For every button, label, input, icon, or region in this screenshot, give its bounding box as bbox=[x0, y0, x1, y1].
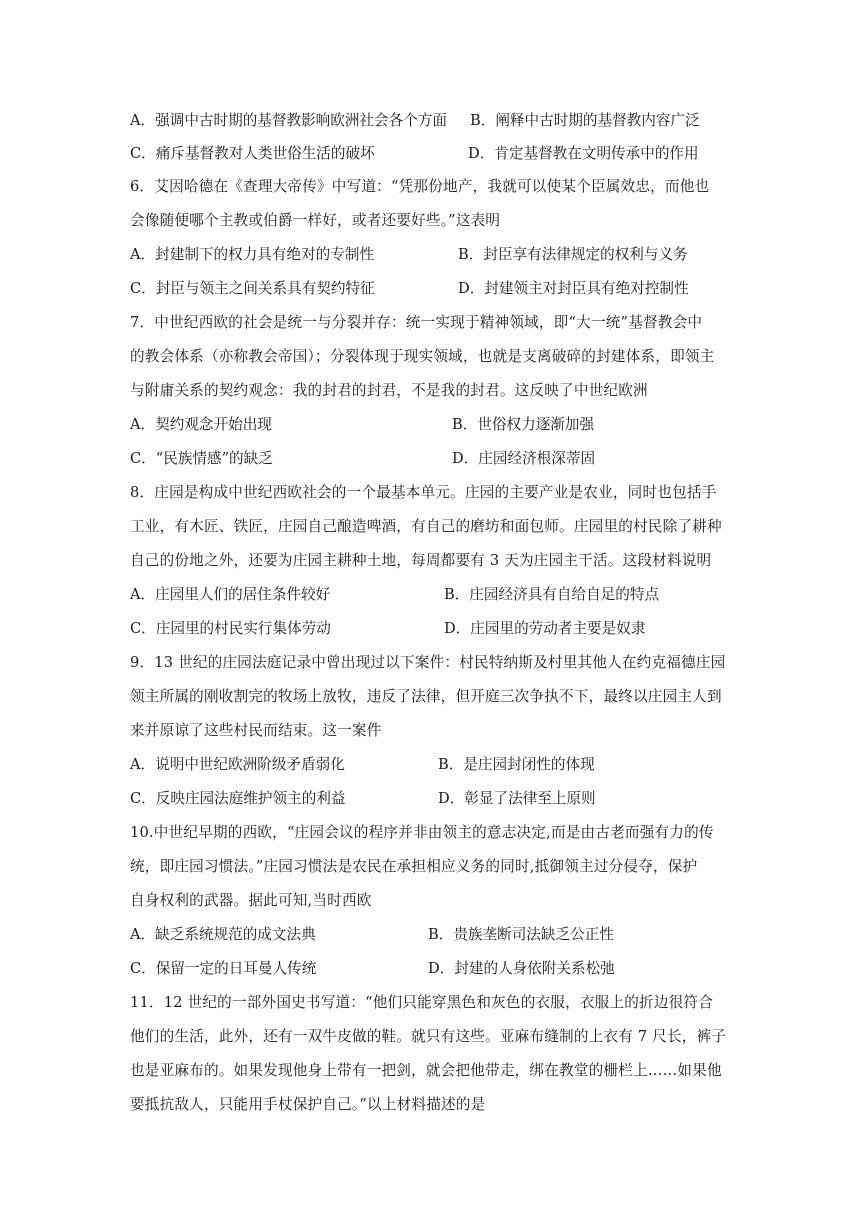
q11-stem-line-2: 他们的生活，此外，还有一双牛皮做的鞋。就只有这些。亚麻布缝制的上衣有 7 尺长，裤子 bbox=[130, 1028, 727, 1045]
q5-option-a: A．强调中古时期的基督教影响欧洲社会各个方面 bbox=[130, 112, 448, 129]
q7-option-d: D．庄园经济根深蒂固 bbox=[452, 450, 596, 467]
q10-option-b: B．贵族垄断司法缺乏公正性 bbox=[428, 926, 614, 943]
q5-option-c: C．痛斥基督教对人类世俗生活的破坏 bbox=[130, 145, 375, 162]
q5-option-d: D．肯定基督教在文明传承中的作用 bbox=[468, 145, 699, 162]
q8-option-a: A．庄园里人们的居住条件较好 bbox=[130, 586, 331, 603]
q6-stem-line-1: 6．艾因哈德在《查理大帝传》中写道：“凭那份地产，我就可以使某个臣属效忠，而他也 bbox=[130, 178, 710, 195]
q5-option-b: B．阐释中古时期的基督教内容广泛 bbox=[470, 112, 700, 129]
q6-option-d: D．封建领主对封臣具有绝对控制性 bbox=[458, 280, 689, 297]
q10-stem-line-3: 自身权利的武器。据此可知,当时西欧 bbox=[130, 892, 372, 909]
q6-option-a: A．封建制下的权力具有绝对的专制性 bbox=[130, 246, 375, 263]
q9-stem-line-2: 领主所属的刚收割完的牧场上放牧，违反了法律，但开庭三次争执不下，最终以庄园主人到 bbox=[130, 688, 722, 705]
q7-stem-line-3: 与附庸关系的契约观念：我的封君的封君，不是我的封君。这反映了中世纪欧洲 bbox=[130, 382, 648, 399]
q8-option-b: B．庄园经济具有自给自足的特点 bbox=[444, 586, 660, 603]
q6-option-c: C．封臣与领主之间关系具有契约特征 bbox=[130, 280, 375, 297]
q9-option-a: A．说明中世纪欧洲阶级矛盾弱化 bbox=[130, 756, 345, 773]
q9-option-b: B．是庄园封闭性的体现 bbox=[438, 756, 595, 773]
q7-option-b: B．世俗权力逐渐加强 bbox=[452, 416, 595, 433]
q7-option-a: A．契约观念开始出现 bbox=[130, 416, 272, 433]
q11-stem-line-1: 11．12 世纪的一部外国史书写道：“他们只能穿黑色和灰色的衣服，衣服上的折边很符合 bbox=[130, 994, 714, 1011]
q11-stem-line-4: 要抵抗敌人，只能用手杖保护自己。”以上材料描述的是 bbox=[130, 1096, 486, 1113]
q9-stem-line-3: 来并原谅了这些村民而结束。这一案件 bbox=[130, 722, 382, 739]
q9-stem-line-1: 9．13 世纪的庄园法庭记录中曾出现过以下案件：村民特纳斯及村里其他人在约克福德庄园 bbox=[130, 654, 726, 671]
q7-stem-line-1: 7．中世纪西欧的社会是统一与分裂并存：统一实现于精神领域，即“大一统”基督教会中 bbox=[130, 314, 703, 331]
q10-stem-line-2: 统，即庄园习惯法。”庄园习惯法是农民在承担相应义务的同时,抵御领主过分侵夺，保护 bbox=[130, 858, 698, 875]
q10-option-c: C．保留一定的日耳曼人传统 bbox=[130, 960, 317, 977]
q10-stem-line-1: 10.中世纪早期的西欧，“庄园会议的程序并非由领主的意志决定,而是由古老而强有力的传 bbox=[130, 824, 714, 841]
q10-option-a: A．缺乏系统规范的成文法典 bbox=[130, 926, 316, 943]
q11-stem-line-3: 也是亚麻布的。如果发现他身上带有一把剑，就会把他带走，绑在教堂的栅栏上……如果他 bbox=[130, 1062, 722, 1079]
q9-option-d: D．彰显了法律至上原则 bbox=[438, 790, 596, 807]
q9-option-c: C．反映庄园法庭维护领主的利益 bbox=[130, 790, 346, 807]
q8-option-d: D．庄园里的劳动者主要是奴隶 bbox=[444, 620, 646, 637]
q10-option-d: D．封建的人身依附关系松弛 bbox=[428, 960, 615, 977]
q6-stem-line-2: 会像随便哪个主教或伯爵一样好，或者还要好些。”这表明 bbox=[130, 212, 501, 229]
q7-stem-line-2: 的教会体系（亦称教会帝国）；分裂体现于现实领域，也就是支离破碎的封建体系，即领主 bbox=[130, 348, 715, 365]
q6-option-b: B．封臣享有法律规定的权利与义务 bbox=[458, 246, 688, 263]
q7-option-c: C．“民族情感”的缺乏 bbox=[130, 450, 273, 467]
q8-stem-line-3: 自己的份地之外，还要为庄园主耕种土地，每周都要有 3 天为庄园主干活。这段材料说明 bbox=[130, 552, 712, 569]
q8-stem-line-1: 8．庄园是构成中世纪西欧社会的一个最基本单元。庄园的主要产业是农业，同时也包括手 bbox=[130, 484, 717, 501]
q8-option-c: C．庄园里的村民实行集体劳动 bbox=[130, 620, 331, 637]
q8-stem-line-2: 工业，有木匠、铁匠，庄园自己酿造啤酒，有自己的磨坊和面包师。庄园里的村民除了耕种 bbox=[130, 518, 722, 535]
